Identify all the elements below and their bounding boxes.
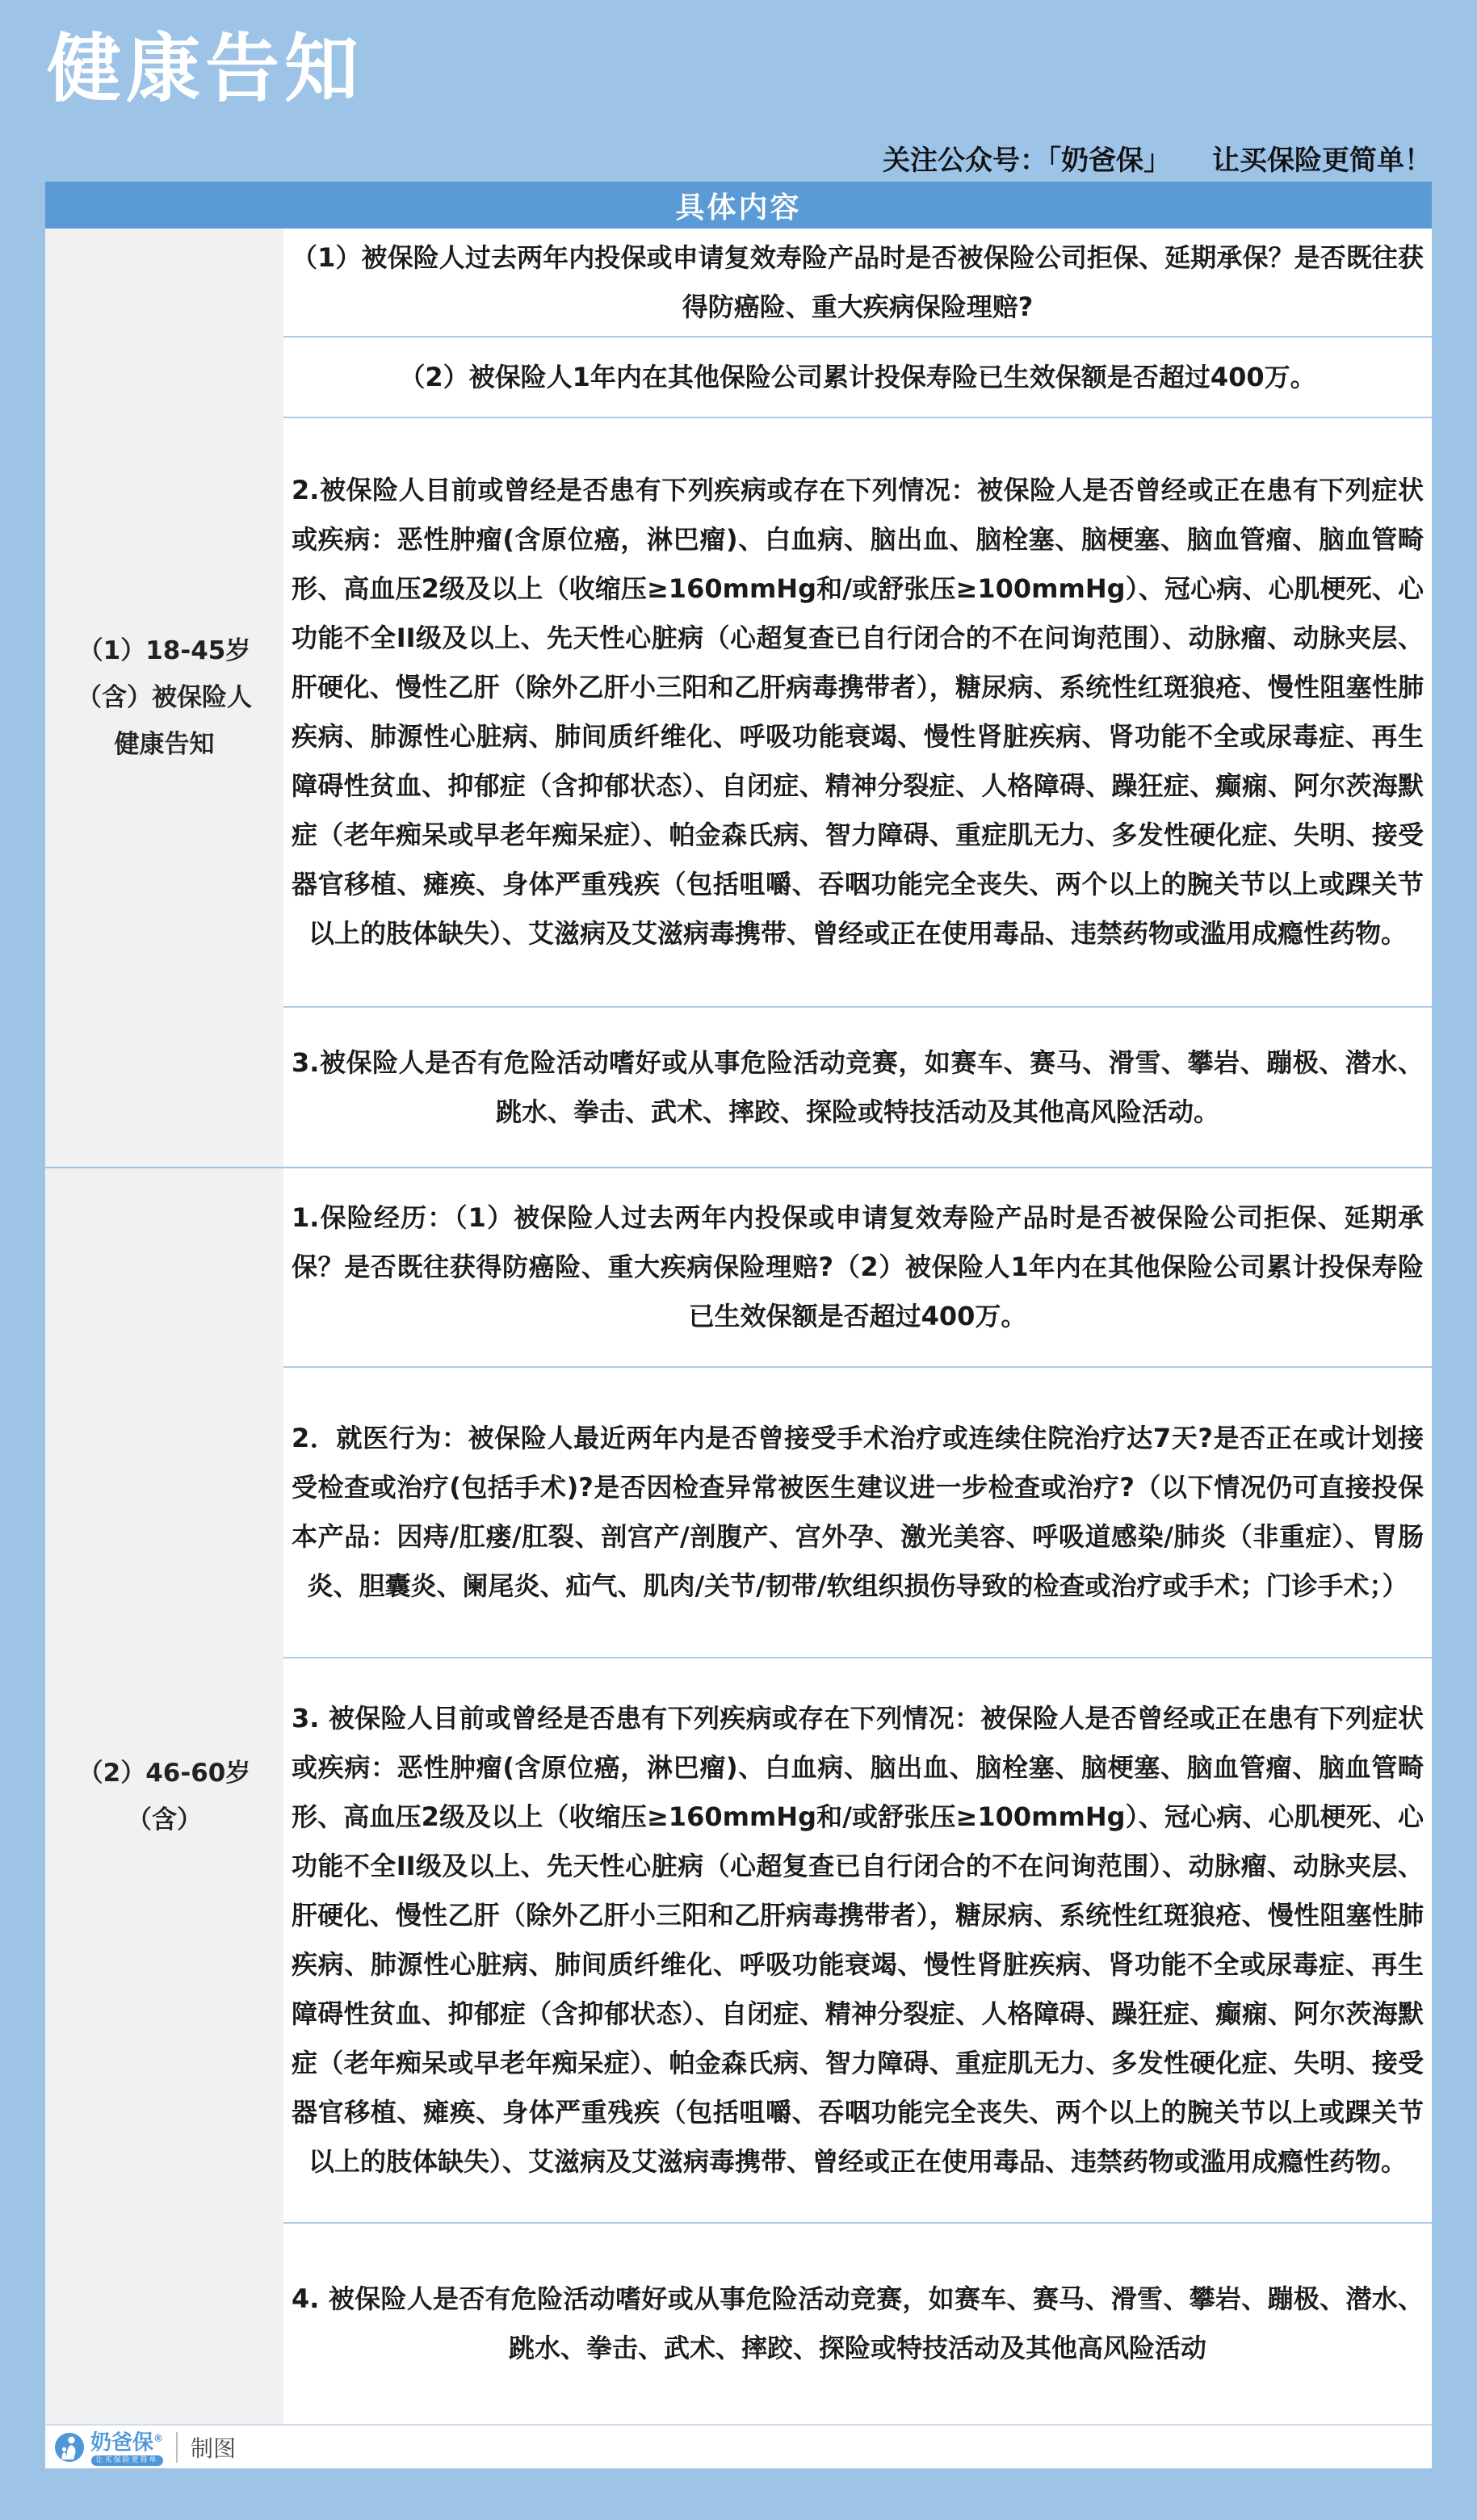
section-header-label: 具体内容 — [675, 191, 802, 224]
credit-label: 制图 — [191, 2434, 237, 2462]
row-label-line: （含） — [127, 1805, 202, 1834]
question-block-insurance-history-1: （1）被保险人过去两年内投保或申请复效寿险产品时是否被保险公司拒保、延期承保？是否既往获得防癌险、重大疾病保险理赔? — [283, 229, 1432, 338]
footer-bar — [45, 2424, 1432, 2468]
parent-child-silhouette-icon — [55, 2433, 84, 2462]
table-row-age-46-60 — [45, 1167, 1432, 2424]
brand-tagline: 让买保险更简单 — [91, 2455, 163, 2466]
row-label-line: （1）18-45岁 — [78, 636, 251, 665]
row-label-age-46-60 — [45, 1168, 283, 2424]
question-block-disease-list: 3. 被保险人目前或曾经是否患有下列疾病或存在下列情况：被保险人是否曾经或正在患有下列症状或疾病：恶性肿瘤(含原位癌，淋巴瘤)、白血病、脑出血、脑栓塞、脑梗塞、脑血管瘤、脑血管畸形、高血压2级及以上（收缩压≥160mmHg和/或舒张压≥100mmHg）、冠心病、心肌梗死、心功能不全II级及以上、先天性心脏病（心超复查已自行闭合的不在问询范围）、动脉瘤、动脉夹层、肝硬化、慢性乙肝（除外乙肝小三阳和乙肝病毒携带者），糖尿病、系统性红斑狼疮、慢性阻塞性肺疾病、肺源性心脏病、肺间质纤维化、呼吸功能衰竭、慢性肾脏疾病、肾功能不全或尿毒症、再生障碍性贫血、抑郁症（含抑郁状态）、自闭症、精神分裂症、人格障碍、躁狂症、癫痫、阿尔茨海默症（老年痴呆或早老年痴呆症）、帕金森氏病、智力障碍、重症肌无力、多发性硬化症、失明、接受器官移植、瘫痪、身体严重残疾（包括咀嚼、吞咽功能完全丧失、两个以上的腕关节以上或踝关节以上的肢体缺失）、艾滋病及艾滋病毒携带、曾经或正在使用毒品、违禁药物或滥用成瘾性药物。 — [283, 1658, 1432, 2224]
row-label-age-18-45 — [45, 229, 283, 1167]
section-header-bar — [45, 182, 1432, 229]
question-block-disease-list: 2.被保险人目前或曾经是否患有下列疾病或存在下列情况：被保险人是否曾经或正在患有下列症状或疾病：恶性肿瘤(含原位癌，淋巴瘤)、白血病、脑出血、脑栓塞、脑梗塞、脑血管瘤、脑血管畸形、高血压2级及以上（收缩压≥160mmHg和/或舒张压≥100mmHg）、冠心病、心肌梗死、心功能不全II级及以上、先天性心脏病（心超复查已自行闭合的不在问询范围）、动脉瘤、动脉夹层、肝硬化、慢性乙肝（除外乙肝小三阳和乙肝病毒携带者），糖尿病、系统性红斑狼疮、慢性阻塞性肺疾病、肺源性心脏病、肺间质纤维化、呼吸功能衰竭、慢性肾脏疾病、肾功能不全或尿毒症、再生障碍性贫血、抑郁症（含抑郁状态）、自闭症、精神分裂症、人格障碍、躁狂症、癫痫、阿尔茨海默症（老年痴呆或早老年痴呆症）、帕金森氏病、智力障碍、重症肌无力、多发性硬化症、失明、接受器官移植、瘫痪、身体严重残疾（包括咀嚼、吞咽功能完全丧失、两个以上的腕关节以上或踝关节以上的肢体缺失）、艾滋病及艾滋病毒携带、曾经或正在使用毒品、违禁药物或滥用成瘾性药物。 — [283, 418, 1432, 1008]
row-label-line: （2）46-60岁 — [78, 1758, 251, 1788]
page-title: 健康告知 — [47, 26, 364, 112]
table-row-age-18-45 — [45, 229, 1432, 1167]
footer-divider — [176, 2432, 178, 2463]
question-block-risky-activities: 3.被保险人是否有危险活动嗜好或从事危险活动竞赛，如赛车、赛马、滑雪、攀岩、蹦极、潜水、跳水、拳击、武术、摔跤、探险或特技活动及其他高风险活动。 — [292, 1046, 1424, 1127]
row-label-line: 健康告知 — [114, 730, 215, 759]
official-account-notice: 关注公众号：「奶爸保」 让买保险更简单！ — [883, 145, 1432, 177]
question-block-insurance-history: 1.保险经历：（1）被保险人过去两年内投保或申请复效寿险产品时是否被保险公司拒保、延期承保？是否既往获得防癌险、重大疾病保险理赔?（2）被保险人1年内在其他保险公司累计投保寿险已生效保额是否超过400万。 — [283, 1168, 1432, 1368]
brand-logo-icon — [55, 2433, 84, 2462]
question-block-insurance-history-2: （2）被保险人1年内在其他保险公司累计投保寿险已生效保额是否超过400万。 — [283, 338, 1432, 418]
question-block-medical-visits: 2．就医行为：被保险人最近两年内是否曾接受手术治疗或连续住院治疗达7天?是否正在或计划接受检查或治疗(包括手术)?是否因检查异常被医生建议进一步检查或治疗?（以下情况仍可直接投保本产品：因痔/肛瘘/肛裂、剖宫产/剖腹产、宫外孕、激光美容、呼吸道感染/肺炎（非重症）、胃肠炎、胆囊炎、阑尾炎、疝气、肌肉/关节/韧带/软组织损伤导致的检查或治疗或手术；门诊手术；） — [283, 1368, 1432, 1658]
question-block-risky-activities: 4. 被保险人是否有危险活动嗜好或从事危险活动竞赛，如赛车、赛马、滑雪、攀岩、蹦极、潜水、跳水、拳击、武术、摔跤、探险或特技活动及其他高风险活动 — [292, 2283, 1424, 2363]
brand-name: 奶爸保® — [90, 2430, 164, 2455]
row-content-age-18-45 — [283, 229, 1432, 1167]
row-content-age-46-60 — [283, 1168, 1432, 2424]
row-label-line: （含）被保险人 — [77, 683, 252, 712]
brand-text — [90, 2428, 163, 2466]
health-notice-table — [45, 229, 1432, 2424]
registered-mark: ® — [153, 2433, 164, 2445]
